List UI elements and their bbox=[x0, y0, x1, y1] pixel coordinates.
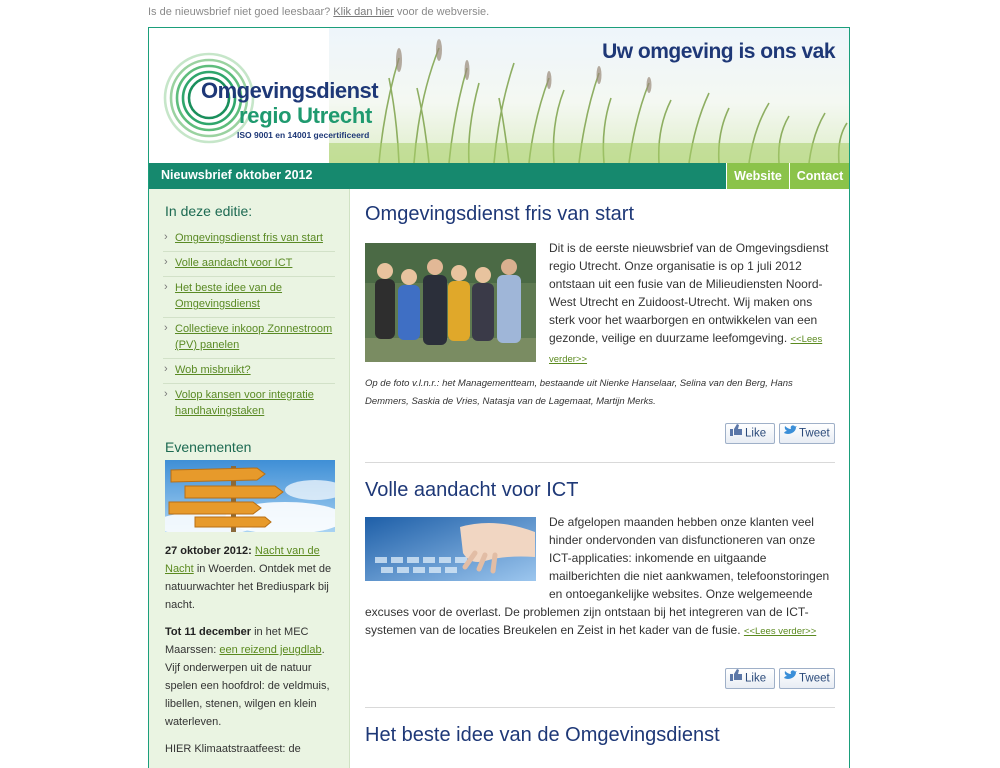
event-description: in Woerden. Ontdek met de natuurwachter het Brediuspark bij nacht. bbox=[165, 563, 332, 611]
article-body bbox=[549, 239, 835, 369]
article-body-text: Dit is de eerste nieuwsbrief van de Omgevingsdienst regio Utrecht. Onze organisatie is op 1 juli 2012 ontstaan uit een fusie van de Milieudiensten Noord-West Utrecht en Zuidoost-Utrecht. Wij maken ons sterk voor het waarborgen en ontwikkelen van een gezonde, veilige en duurzame leefomgeving. bbox=[549, 241, 829, 345]
toc-item bbox=[163, 359, 335, 384]
toc-item bbox=[163, 318, 335, 359]
webversion-note-suffix: voor de webversie. bbox=[396, 6, 490, 18]
article-body-text: De afgelopen maanden hebben onze klanten veel hinder ondervonden van disfunctioneren van onze ICT-applicaties: inkomende en uitgaande mailberichten die niet aankwamen, telefoonstoringen en ontoegankelijke websites. Onze welgemeende excuses voor de overlast. De problemen zijn ontstaan bij het integreren van de ICT-systemen van de locaties Breukelen en Zeist in het kader van de fusie. bbox=[365, 515, 830, 637]
like-button[interactable] bbox=[725, 668, 775, 689]
like-label: Like bbox=[745, 427, 767, 440]
like-label: Like bbox=[745, 672, 767, 685]
logo-name: Omgevingsdienst bbox=[201, 78, 379, 103]
article-divider bbox=[365, 707, 835, 708]
event-item bbox=[165, 623, 337, 731]
article-body bbox=[365, 513, 835, 641]
logo-region: regio Utrecht bbox=[239, 103, 373, 128]
photo-caption: Op de foto v.l.n.r.: het Managementteam, bestaande uit Nienke Hanselaar, Selina van den Berg, Hans Demmers, Saskia de Vries, Natasja van de Lagemaat, Martijn Merks. bbox=[365, 378, 793, 407]
tweet-label: Tweet bbox=[799, 672, 830, 685]
article-title[interactable]: Volle aandacht voor ICT bbox=[365, 479, 579, 501]
newsletter-frame bbox=[148, 27, 850, 768]
edition-label: Nieuwsbrief oktober 2012 bbox=[161, 168, 313, 182]
toc-link-handhaving[interactable]: Volop kansen voor integratie handhavingstaken bbox=[175, 389, 314, 417]
thumbs-up-icon bbox=[730, 669, 743, 688]
tweet-label: Tweet bbox=[799, 427, 830, 440]
logo-certification: ISO 9001 en 14001 gecertificeerd bbox=[237, 130, 370, 140]
toc-title: In deze editie: bbox=[165, 203, 253, 219]
event-description: in het MEC Maarssen: bbox=[165, 626, 309, 656]
like-button[interactable] bbox=[725, 423, 775, 444]
toc-item bbox=[163, 252, 335, 277]
toc-item bbox=[163, 227, 335, 252]
event-date: 27 oktober 2012: bbox=[165, 545, 252, 557]
header-banner bbox=[149, 28, 849, 163]
nav-bar bbox=[149, 163, 849, 189]
event-date: Tot 11 december bbox=[165, 626, 251, 638]
thumbs-up-icon bbox=[730, 424, 743, 443]
webversion-link[interactable]: Klik dan hier bbox=[333, 6, 394, 18]
events-title: Evenementen bbox=[165, 439, 252, 455]
read-more-link[interactable]: <<Lees verder>> bbox=[743, 626, 817, 637]
toc-link-wob[interactable]: Wob misbruikt? bbox=[175, 364, 251, 376]
toc-item bbox=[163, 277, 335, 318]
toc-link-ict[interactable]: Volle aandacht voor ICT bbox=[175, 257, 293, 269]
read-more-link[interactable]: <<Lees verder>> bbox=[549, 334, 823, 365]
tweet-button[interactable] bbox=[779, 668, 835, 689]
article-title[interactable]: Omgevingsdienst fris van start bbox=[365, 203, 634, 225]
toc-link-zonnestroom[interactable]: Collectieve inkoop Zonnestroom (PV) panelen bbox=[175, 323, 333, 351]
main-content bbox=[363, 189, 835, 768]
webversion-note-text: Is de nieuwsbrief niet goed leesbaar? bbox=[148, 6, 331, 18]
event-description-cont: . Vijf onderwerpen uit de natuur spelen een hoofdrol: de veldmuis, libellen, stenen, wilgen en klein waterleven. bbox=[165, 644, 330, 728]
events-list bbox=[165, 542, 337, 767]
toc-item bbox=[163, 384, 335, 424]
article-title[interactable]: Het beste idee van de Omgevingsdienst bbox=[365, 724, 720, 746]
event-description: HIER Klimaatstraatfeest: de bbox=[165, 743, 301, 755]
twitter-bird-icon bbox=[784, 669, 797, 688]
toc-link-fris-van-start[interactable]: Omgevingsdienst fris van start bbox=[175, 232, 323, 244]
webversion-note bbox=[148, 6, 489, 18]
header-slogan: Uw omgeving is ons vak bbox=[602, 40, 835, 63]
signpost-image bbox=[165, 460, 335, 532]
article-divider bbox=[365, 462, 835, 463]
event-link-jeugdlab[interactable]: een reizend jeugdlab bbox=[219, 644, 322, 656]
contact-button[interactable]: Contact bbox=[789, 163, 850, 189]
toc-link-beste-idee[interactable]: Het beste idee van de Omgevingsdienst bbox=[175, 282, 283, 310]
image-float-spacer bbox=[365, 513, 549, 601]
website-button[interactable]: Website bbox=[726, 163, 789, 189]
management-team-photo bbox=[365, 243, 536, 362]
tweet-button[interactable] bbox=[779, 423, 835, 444]
twitter-bird-icon bbox=[784, 424, 797, 443]
toc-list bbox=[163, 227, 335, 424]
sidebar bbox=[149, 189, 350, 768]
event-item bbox=[165, 542, 337, 614]
event-link-nacht-van-de-nacht[interactable]: Nacht van de Nacht bbox=[165, 545, 320, 575]
event-item bbox=[165, 740, 337, 758]
